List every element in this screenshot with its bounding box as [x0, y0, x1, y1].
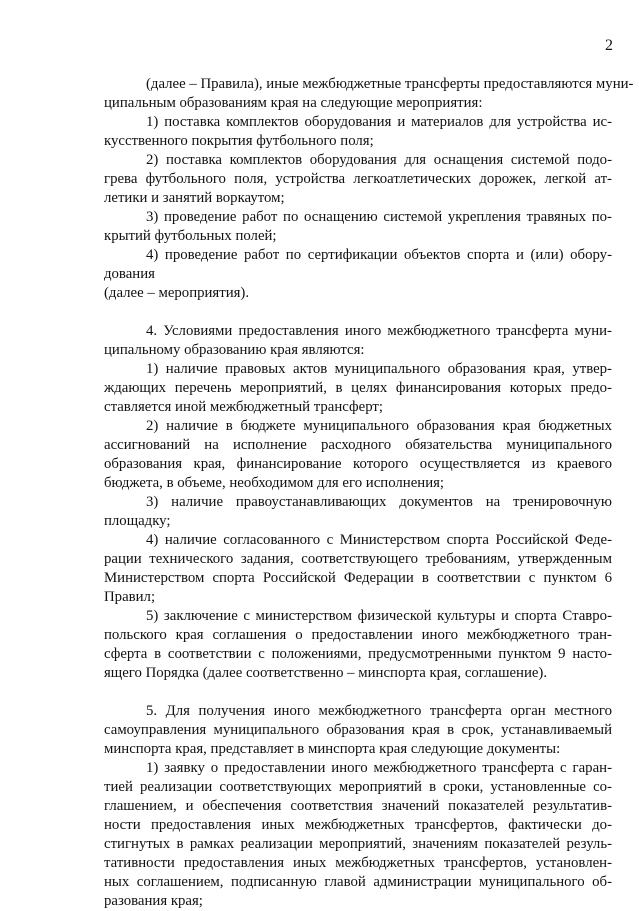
text-line: сферта в соответствии с положениями, предусмотренными пунктом 9 насто- — [104, 646, 612, 662]
text-line: (далее – мероприятия). — [104, 285, 250, 301]
paragraph — [104, 113, 612, 151]
text-line: тативности предоставления иных межбюджетных трансфертов, установлен- — [104, 855, 612, 871]
text-line: 1) поставка комплектов оборудования и материалов для устройства ис- — [146, 114, 612, 130]
paragraph — [104, 284, 612, 303]
text-line: ставляется иной межбюджетный трансферт; — [104, 399, 383, 415]
text-line: 1) наличие правовых актов муниципального образования края, утвер- — [146, 361, 612, 377]
paragraph — [104, 493, 612, 531]
text-line: Правил; — [104, 589, 156, 605]
text-line: самоуправления муниципального образования края в срок, устанавливаемый — [104, 722, 612, 738]
paragraph — [104, 360, 612, 417]
text-line: ждающих перечень мероприятий, в целях финансирования которых предо- — [104, 380, 612, 396]
text-line: летики и занятий воркаутом; — [104, 190, 285, 206]
text-line: ципальному образованию края являются: — [104, 342, 365, 358]
document-body — [104, 75, 634, 911]
text-line: Министерством спорта Российской Федерации в соответствии с пунктом 6 — [104, 570, 612, 586]
page-number: 2 — [605, 37, 613, 54]
text-line: 4) наличие согласованного с Министерством спорта Российской Феде- — [146, 532, 612, 548]
paragraph — [104, 208, 612, 246]
paragraph — [104, 322, 612, 360]
text-line: площадку; — [104, 513, 171, 529]
text-line: дования — [104, 266, 155, 282]
text-line: рации технического задания, соответствующего требованиям, утвержденным — [104, 551, 612, 567]
text-line: 3) проведение работ по оснащению системой укрепления травяных по- — [146, 209, 612, 225]
text-line: 5. Для получения иного межбюджетного трансферта орган местного — [146, 703, 612, 719]
text-line: 4) проведение работ по сертификации объектов спорта и (или) обору- — [146, 247, 612, 263]
paragraph — [104, 151, 612, 208]
text-line: кусственного покрытия футбольного поля; — [104, 133, 374, 149]
text-line: ассигнований на исполнение расходного обязательства муниципального — [104, 437, 612, 453]
text-line: 2) наличие в бюджете муниципального образования края бюджетных — [146, 418, 612, 434]
text-line: (далее – Правила), иные межбюджетные трансферты предоставляются муни- — [146, 76, 634, 92]
text-line: стигнутых в рамках реализации мероприятий, значениям показателей резуль- — [104, 836, 612, 852]
text-line: тией реализации соответствующих мероприятий в сроки, установленные со- — [104, 779, 612, 795]
text-line: 3) наличие правоустанавливающих документов на тренировочную — [146, 494, 612, 510]
paragraph-gap — [104, 683, 612, 702]
paragraph — [104, 531, 612, 607]
text-line: разования края; — [104, 893, 203, 909]
text-line: крытий футбольных полей; — [104, 228, 277, 244]
text-line: 1) заявку о предоставлении иного межбюджетного трансферта с гаран- — [146, 760, 612, 776]
text-line: 4. Условиями предоставления иного межбюджетного трансферта муни- — [146, 323, 612, 339]
paragraph — [104, 607, 612, 683]
paragraph-gap — [104, 303, 612, 322]
text-line: глашением, и обеспечения соответствия значений показателей результатив- — [104, 798, 612, 814]
text-line: 2) поставка комплектов оборудования для оснащения системой подо- — [146, 152, 612, 168]
text-line: польского края соглашения о предоставлении иного межбюджетного тран- — [104, 627, 612, 643]
text-line: ящего Порядка (далее соответственно – минспорта края, соглашение). — [104, 665, 548, 681]
text-line: минспорта края, представляет в минспорта края следующие документы: — [104, 741, 561, 757]
text-line: образования края, финансирование которого осуществляется из краевого — [104, 456, 612, 472]
paragraph — [104, 702, 612, 759]
paragraph — [104, 417, 612, 493]
text-line: 5) заключение с министерством физической культуры и спорта Ставро- — [146, 608, 612, 624]
text-line: ципальным образованиям края на следующие мероприятия: — [104, 95, 483, 111]
paragraph — [104, 246, 612, 284]
paragraph — [104, 759, 612, 911]
text-line: грева футбольного поля, устройства легкоатлетических дорожек, легкой ат- — [104, 171, 612, 187]
text-line: бюджета, в объеме, необходимом для его исполнения; — [104, 475, 445, 491]
text-line: ности предоставления иных межбюджетных трансфертов, фактически до- — [104, 817, 612, 833]
text-line: ных соглашением, подписанную главой администрации муниципального об- — [104, 874, 612, 890]
paragraph — [104, 75, 634, 113]
